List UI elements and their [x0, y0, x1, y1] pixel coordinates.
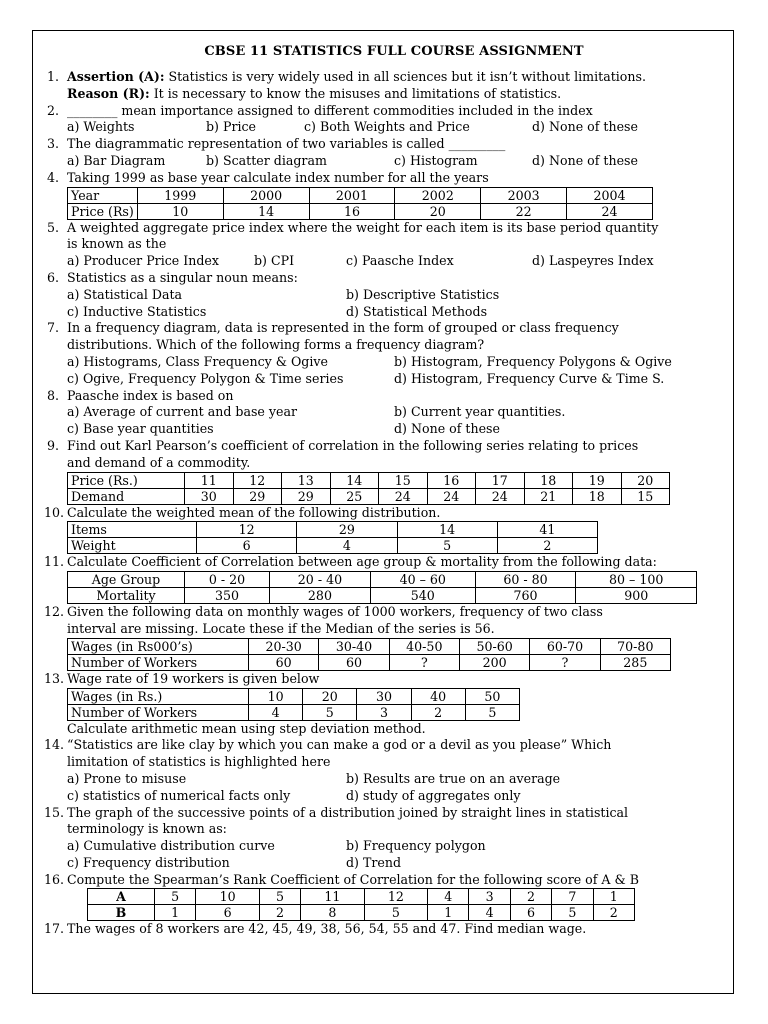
table-cell: 11	[185, 472, 234, 488]
question-number: 14.	[43, 737, 64, 753]
option-b: b) Scatter diagram	[206, 152, 327, 168]
table-cell: 1	[428, 905, 469, 921]
option-a: a) Cumulative distribution curve	[67, 838, 275, 854]
question-3	[46, 136, 721, 170]
table-cell: 70-80	[600, 638, 670, 654]
option-c: c) Inductive Statistics	[67, 303, 207, 319]
table-cell: 2003	[481, 187, 567, 203]
table-row	[68, 538, 598, 554]
table-cell: 29	[282, 488, 331, 504]
question-13	[43, 670, 721, 738]
table-row	[88, 905, 635, 921]
table-cell: 41	[497, 522, 597, 538]
table-cell: 900	[576, 588, 697, 604]
question-text: and demand of a commodity.	[67, 454, 251, 470]
options	[67, 788, 721, 805]
table-row	[68, 203, 653, 219]
table-cell: 18	[524, 472, 573, 488]
option-b: b) Results are true on an average	[346, 770, 561, 786]
table-cell: 6	[196, 905, 259, 921]
table-cell: 12	[364, 889, 427, 905]
table-cell: 350	[185, 588, 270, 604]
question-number: 17.	[43, 921, 64, 937]
question-15	[43, 804, 721, 872]
table-cell: Number of Workers	[68, 654, 249, 670]
table-cell: 50-60	[459, 638, 529, 654]
question-text: The diagrammatic representation of two variables is called _________	[67, 136, 506, 152]
option-a: a) Producer Price Index	[67, 253, 219, 269]
question-5	[46, 219, 721, 270]
question-text: Paasche index is based on	[67, 387, 234, 403]
table-cell: 4	[428, 889, 469, 905]
question-7	[46, 320, 721, 387]
option-b: b) Histogram, Frequency Polygons & Ogive	[394, 353, 672, 369]
table-row	[68, 572, 697, 588]
question-17	[43, 921, 721, 938]
table-cell: 14	[330, 472, 379, 488]
question-text: limitation of statistics is highlighted here	[67, 754, 331, 770]
question-number: 13.	[43, 670, 64, 686]
table-cell: 40-50	[389, 638, 459, 654]
assertion-text: Statistics is very widely used in all sciences but it isn’t without limitations.	[164, 69, 646, 84]
question-text: Find out Karl Pearson’s coefficient of correlation in the following series relating to prices	[67, 437, 639, 453]
wage-rate-table	[67, 688, 520, 721]
assertion-label: Assertion (A):	[67, 69, 165, 84]
wages-workers-table	[67, 638, 671, 671]
question-text: terminology is known as:	[67, 821, 227, 837]
table-cell: 24	[379, 488, 428, 504]
table-row	[68, 654, 671, 670]
table-cell: 20 - 40	[270, 572, 371, 588]
table-cell: Price (Rs.)	[68, 472, 185, 488]
table-cell: 8	[301, 905, 364, 921]
question-text: In a frequency diagram, data is represented in the form of grouped or class frequency	[67, 320, 619, 336]
option-b: b) Current year quantities.	[394, 404, 566, 420]
table-cell: 5	[155, 889, 196, 905]
table-cell: Demand	[68, 488, 185, 504]
table-cell: 2004	[567, 187, 653, 203]
table-cell: 60	[249, 654, 319, 670]
question-number: 9.	[46, 437, 59, 453]
table-cell: Items	[68, 522, 197, 538]
table-cell: 3	[357, 704, 411, 720]
option-d: d) None of these	[532, 152, 638, 168]
table-cell: Wages (in Rs.)	[68, 688, 249, 704]
table-cell: 14	[223, 203, 309, 219]
table-cell: 1999	[137, 187, 223, 203]
question-text: Calculate arithmetic mean using step deviation method.	[67, 720, 426, 736]
table-cell: Wages (in Rs000’s)	[68, 638, 249, 654]
table-cell: Number of Workers	[68, 704, 249, 720]
table-cell: 30-40	[319, 638, 389, 654]
option-c: c) Ogive, Frequency Polygon & Time series	[67, 370, 344, 386]
table-cell: 760	[475, 588, 576, 604]
assignment-page	[32, 30, 734, 994]
table-cell: 21	[524, 488, 573, 504]
option-c: c) Paasche Index	[346, 253, 454, 269]
table-row	[68, 688, 520, 704]
option-c: c) Frequency distribution	[67, 854, 230, 870]
question-14	[43, 737, 721, 804]
table-cell: 16	[309, 203, 395, 219]
option-d: d) Trend	[346, 854, 402, 870]
table-cell: 2001	[309, 187, 395, 203]
option-c: c) statistics of numerical facts only	[67, 787, 291, 803]
table-row	[68, 704, 520, 720]
question-text: Compute the Spearman’s Rank Coefficient of Correlation for the following score of A & B	[67, 871, 639, 887]
question-1	[46, 69, 721, 103]
options	[67, 304, 721, 321]
table-row	[68, 187, 653, 203]
table-cell: 60-70	[530, 638, 600, 654]
table-cell: 3	[469, 889, 510, 905]
table-cell: 2	[259, 905, 300, 921]
question-16	[43, 871, 721, 922]
option-a: a) Statistical Data	[67, 286, 183, 302]
options	[67, 771, 721, 788]
table-cell: 24	[567, 203, 653, 219]
question-number: 1.	[46, 69, 59, 84]
options	[67, 253, 721, 270]
options	[67, 855, 721, 872]
table-cell: 285	[600, 654, 670, 670]
table-cell: 50	[465, 688, 519, 704]
table-cell: 10	[137, 203, 223, 219]
table-cell: B	[88, 905, 155, 921]
options	[67, 153, 721, 170]
page-title: CBSE 11 STATISTICS FULL COURSE ASSIGNMENT	[204, 44, 584, 59]
question-number: 2.	[46, 102, 59, 118]
table-cell: 30	[185, 488, 234, 504]
table-cell: 19	[573, 472, 622, 488]
question-text: interval are missing. Locate these if the Median of the series is 56.	[67, 620, 495, 636]
table-row	[68, 472, 670, 488]
table-cell: 10	[249, 688, 303, 704]
question-text: The graph of the successive points of a distribution joined by straight lines in statistical	[67, 804, 629, 820]
table-cell: 6	[510, 905, 551, 921]
option-c: c) Both Weights and Price	[304, 119, 470, 135]
table-row	[68, 588, 697, 604]
table-cell: 5	[259, 889, 300, 905]
table-row	[68, 488, 670, 504]
table-cell: 40	[411, 688, 465, 704]
question-text: Given the following data on monthly wages of 1000 workers, frequency of two class	[67, 604, 603, 620]
question-text: Calculate Coefficient of Correlation between age group & mortality from the following data:	[67, 554, 657, 570]
question-number: 12.	[43, 604, 64, 620]
question-number: 11.	[43, 554, 64, 570]
table-cell: 15	[379, 472, 428, 488]
table-cell: 11	[301, 889, 364, 905]
table-cell: 24	[427, 488, 476, 504]
question-6	[46, 269, 721, 320]
option-a: a) Prone to misuse	[67, 770, 187, 786]
table-cell: Mortality	[68, 588, 185, 604]
question-number: 3.	[46, 136, 59, 152]
weighted-mean-table	[67, 521, 598, 554]
question-number: 15.	[43, 804, 64, 820]
table-row	[68, 522, 598, 538]
question-11	[43, 554, 721, 604]
table-cell: Price (Rs)	[68, 203, 138, 219]
option-c: c) Base year quantities	[67, 421, 214, 437]
question-10	[43, 504, 721, 555]
table-cell: 12	[233, 472, 282, 488]
table-cell: A	[88, 889, 155, 905]
table-cell: 20	[621, 472, 670, 488]
question-number: 5.	[46, 219, 59, 235]
option-d: d) None of these	[532, 119, 638, 135]
table-cell: 5	[364, 905, 427, 921]
table-cell: 20	[395, 203, 481, 219]
table-cell: 5	[465, 704, 519, 720]
table-cell: 5	[303, 704, 357, 720]
table-cell: 1	[593, 889, 634, 905]
option-d: d) Laspeyres Index	[532, 253, 654, 269]
question-9	[46, 437, 721, 505]
option-b: b) Descriptive Statistics	[346, 286, 500, 302]
option-d: d) Statistical Methods	[346, 303, 488, 319]
options	[67, 421, 721, 438]
option-b: b) Frequency polygon	[346, 838, 486, 854]
rank-scores-table	[87, 888, 635, 921]
question-text: Calculate the weighted mean of the following distribution.	[67, 504, 441, 520]
table-cell: 5	[397, 538, 497, 554]
table-cell: 17	[476, 472, 525, 488]
table-cell: 13	[282, 472, 331, 488]
option-a: a) Histograms, Class Frequency & Ogive	[67, 353, 328, 369]
question-text: Taking 1999 as base year calculate index number for all the years	[67, 169, 489, 185]
question-number: 6.	[46, 269, 59, 285]
table-cell: 30	[357, 688, 411, 704]
table-cell: 7	[552, 889, 593, 905]
table-cell: 4	[297, 538, 397, 554]
table-cell: 60 - 80	[475, 572, 576, 588]
option-a: a) Bar Diagram	[67, 152, 166, 168]
option-a: a) Weights	[67, 119, 135, 135]
table-cell: 6	[197, 538, 297, 554]
table-row	[88, 889, 635, 905]
options	[67, 838, 721, 855]
table-cell: ?	[389, 654, 459, 670]
options	[67, 287, 721, 304]
question-8	[46, 387, 721, 438]
options	[67, 371, 721, 388]
table-cell: 0 - 20	[185, 572, 270, 588]
question-2	[46, 102, 721, 137]
table-cell: 200	[459, 654, 529, 670]
question-text: distributions. Which of the following forms a frequency diagram?	[67, 337, 485, 353]
table-cell: 40 – 60	[370, 572, 475, 588]
option-c: c) Histogram	[394, 152, 478, 168]
table-row	[68, 638, 671, 654]
option-d: d) None of these	[394, 421, 500, 437]
table-cell: 5	[552, 905, 593, 921]
table-cell: 29	[297, 522, 397, 538]
options	[67, 354, 721, 371]
table-cell: 2	[411, 704, 465, 720]
question-text: ________ mean importance assigned to different commodities included in the index	[67, 102, 593, 118]
table-cell: 80 – 100	[576, 572, 697, 588]
question-number: 4.	[46, 169, 59, 185]
table-cell: 4	[249, 704, 303, 720]
table-cell: 22	[481, 203, 567, 219]
table-cell: 2	[497, 538, 597, 554]
options	[67, 404, 721, 421]
age-mortality-table	[67, 571, 697, 604]
question-text: A weighted aggregate price index where the weight for each item is its base period quantity	[67, 219, 659, 235]
table-cell: 20	[303, 688, 357, 704]
reason-label: Reason (R):	[67, 85, 150, 101]
question-4	[46, 169, 721, 220]
question-number: 10.	[43, 504, 64, 520]
question-text: Wage rate of 19 workers is given below	[67, 670, 320, 686]
question-number: 7.	[46, 320, 59, 336]
table-cell: Weight	[68, 538, 197, 554]
table-cell: 280	[270, 588, 371, 604]
index-number-table	[67, 187, 653, 220]
table-cell: 2	[510, 889, 551, 905]
table-cell: 15	[621, 488, 670, 504]
question-text: The wages of 8 workers are 42, 45, 49, 38, 56, 54, 55 and 47. Find median wage.	[67, 921, 587, 937]
option-d: d) Histogram, Frequency Curve & Time S.	[394, 370, 665, 386]
option-b: b) Price	[206, 119, 257, 135]
table-cell: Age Group	[68, 572, 185, 588]
table-cell: 20-30	[249, 638, 319, 654]
table-cell: 60	[319, 654, 389, 670]
price-demand-table	[67, 472, 670, 505]
table-cell: 25	[330, 488, 379, 504]
table-cell: 4	[469, 905, 510, 921]
option-d: d) study of aggregates only	[346, 787, 521, 803]
reason-text: It is necessary to know the misuses and limitations of statistics.	[149, 85, 562, 101]
question-text: “Statistics are like clay by which you can make a god or a devil as you please” Which	[67, 737, 612, 753]
question-number: 16.	[43, 871, 64, 887]
table-cell: Year	[68, 187, 138, 203]
question-text: Statistics as a singular noun means:	[67, 269, 298, 285]
table-cell: 12	[197, 522, 297, 538]
table-cell: ?	[530, 654, 600, 670]
table-cell: 2	[593, 905, 634, 921]
table-cell: 24	[476, 488, 525, 504]
option-a: a) Average of current and base year	[67, 404, 297, 420]
question-text: is known as the	[67, 236, 167, 252]
table-cell: 18	[573, 488, 622, 504]
options	[67, 119, 721, 136]
option-b: b) CPI	[254, 253, 295, 269]
table-cell: 540	[370, 588, 475, 604]
table-cell: 16	[427, 472, 476, 488]
table-cell: 14	[397, 522, 497, 538]
question-number: 8.	[46, 387, 59, 403]
table-cell: 2000	[223, 187, 309, 203]
table-cell: 29	[233, 488, 282, 504]
table-cell: 2002	[395, 187, 481, 203]
table-cell: 10	[196, 889, 259, 905]
question-12	[43, 604, 721, 671]
table-cell: 1	[155, 905, 196, 921]
